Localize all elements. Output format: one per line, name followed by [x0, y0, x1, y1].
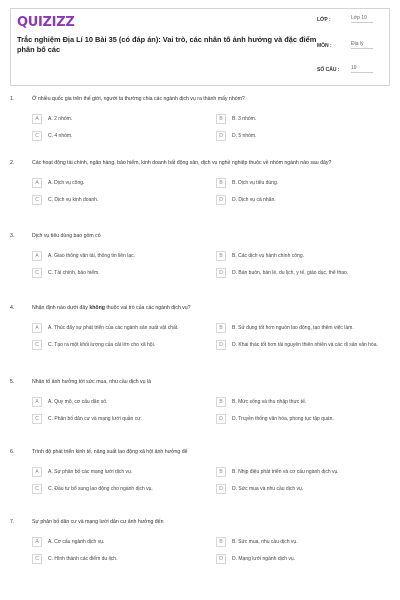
worksheet-meta	[317, 15, 381, 83]
option-text: B. Nhịp điệu phát triển và cơ cấu ngành dịch vụ.	[232, 469, 339, 475]
answer-options	[10, 252, 390, 279]
worksheet-title: Trắc nghiệm Địa Lí 10 Bài 35 (có đáp án): Vai trò, các nhân tố ảnh hưởng và đặc điểm phân bố các	[17, 35, 317, 54]
answer-option-d[interactable]	[216, 341, 396, 351]
option-text: A. 2 nhóm.	[48, 116, 73, 122]
meta-count-value: 19	[351, 65, 373, 73]
meta-subject-label: MÔN :	[317, 43, 332, 49]
answer-option-c[interactable]	[32, 132, 212, 142]
question-text: Nhân tố ảnh hưởng tới sức mua, nhu cầu dịch vụ là	[32, 379, 152, 385]
question-item	[10, 96, 390, 142]
option-text: B. Dịch vụ tiêu dùng.	[232, 180, 279, 186]
option-text: D. Dịch vụ cá nhân.	[232, 197, 276, 203]
option-text: C. Tài chính, bảo hiểm.	[48, 270, 100, 276]
option-text: C. Đầu tư bổ sung lao động cho ngành dịch vụ.	[48, 486, 153, 492]
option-text: D. Khai thác tốt hơn tài nguyên thiên nhiên và các di sản văn hóa.	[232, 342, 378, 348]
option-text: C. Tạo ra một khối lượng của cải lớn cho xã hội.	[48, 342, 156, 348]
option-letter-box[interactable]: D	[216, 268, 226, 278]
option-letter-box[interactable]: D	[216, 554, 226, 564]
answer-option-b[interactable]	[216, 115, 396, 125]
question-text: Sự phân bố dân cư và mạng lưới dân cư ảnh hưởng đến	[32, 519, 164, 525]
meta-class-label: LỚP :	[317, 17, 331, 23]
answer-options	[10, 179, 390, 206]
answer-option-d[interactable]	[216, 132, 396, 142]
option-letter-box[interactable]: A	[32, 467, 42, 477]
option-text: B. Sử dụng tốt hơn nguồn lao động, tạo thêm việc làm.	[232, 325, 354, 331]
option-text: D. Bán buôn, bán lẻ, du lịch, y tế, giáo dục, thể thao.	[232, 270, 349, 276]
question-number: 7.	[10, 519, 15, 525]
option-letter-box[interactable]: B	[216, 323, 226, 333]
question-number: 4.	[10, 305, 15, 311]
option-text: A. Cơ cấu ngành dịch vụ.	[48, 539, 105, 545]
answer-option-c[interactable]	[32, 269, 212, 279]
option-letter-box[interactable]: D	[216, 131, 226, 141]
meta-class-row	[317, 15, 381, 33]
question-text	[32, 305, 191, 311]
answer-options	[10, 324, 390, 351]
answer-options	[10, 538, 390, 565]
answer-option-d[interactable]	[216, 555, 396, 565]
answer-option-a[interactable]	[32, 538, 212, 548]
answer-options	[10, 115, 390, 142]
meta-count-label: SỐ CÂU :	[317, 67, 340, 73]
option-text: C. 4 nhóm.	[48, 133, 73, 139]
answer-option-a[interactable]	[32, 468, 212, 478]
meta-class-value: Lớp 10	[351, 15, 373, 23]
question-text: Ở nhiều quốc gia trên thế giới, người ta thường chia các ngành dịch vụ ra thành mấy nhóm?	[32, 96, 245, 102]
answer-options	[10, 398, 390, 425]
quizizz-logo[interactable]: QUIZIZZ	[17, 15, 75, 30]
answer-option-b[interactable]	[216, 398, 396, 408]
option-letter-box[interactable]: C	[32, 414, 42, 424]
option-text: A. Giao thông vận tải, thông tin liên lạc.	[48, 253, 135, 259]
option-letter-box[interactable]: B	[216, 537, 226, 547]
question-number: 6.	[10, 449, 15, 455]
question-text-post: thuộc vai trò của các ngành dịch vụ?	[104, 305, 191, 311]
option-letter-box[interactable]: B	[216, 114, 226, 124]
meta-count-row	[317, 65, 381, 83]
option-letter-box[interactable]: C	[32, 484, 42, 494]
option-text: D. Truyền thống văn hóa, phong tục tập quán.	[232, 416, 334, 422]
worksheet-header	[10, 8, 390, 86]
question-number: 2.	[10, 160, 15, 166]
question-prompt	[10, 233, 390, 240]
answer-option-d[interactable]	[216, 415, 396, 425]
answer-option-b[interactable]	[216, 468, 396, 478]
question-prompt	[10, 379, 390, 386]
question-item	[10, 305, 390, 351]
answer-option-a[interactable]	[32, 115, 212, 125]
question-prompt	[10, 96, 390, 103]
option-text: B. Sức mua, nhu cầu dịch vụ.	[232, 539, 298, 545]
option-letter-box[interactable]: B	[216, 251, 226, 261]
option-letter-box[interactable]: A	[32, 397, 42, 407]
question-text-emphasis: không	[89, 305, 105, 311]
answer-option-b[interactable]	[216, 252, 396, 262]
option-letter-box[interactable]: B	[216, 467, 226, 477]
option-text: C. Hình thành các điểm du lịch.	[48, 556, 118, 562]
answer-option-d[interactable]	[216, 269, 396, 279]
answer-option-d[interactable]	[216, 196, 396, 206]
option-letter-box[interactable]: D	[216, 414, 226, 424]
question-list	[10, 96, 390, 565]
option-text: A. Sự phân bố các mạng lưới dịch vụ.	[48, 469, 133, 475]
answer-option-a[interactable]	[32, 398, 212, 408]
option-letter-box[interactable]: A	[32, 251, 42, 261]
option-text: B. 3 nhóm.	[232, 116, 257, 122]
option-letter-box[interactable]: D	[216, 484, 226, 494]
question-prompt	[10, 519, 390, 526]
option-text: B. Mức sống và thu nhập thực tế.	[232, 399, 307, 405]
answer-option-c[interactable]	[32, 196, 212, 206]
question-item	[10, 233, 390, 279]
option-text: D. Sức mua và nhu cầu dịch vụ.	[232, 486, 304, 492]
option-text: B. Các dịch vụ hành chính công.	[232, 253, 304, 259]
option-letter-box[interactable]: D	[216, 340, 226, 350]
question-number: 1.	[10, 96, 15, 102]
question-item	[10, 519, 390, 565]
meta-subject-value: Địa lý	[351, 41, 373, 49]
option-text: D. 5 nhóm.	[232, 133, 257, 139]
answer-option-c[interactable]	[32, 485, 212, 495]
answer-option-b[interactable]	[216, 324, 396, 334]
option-letter-box[interactable]: B	[216, 397, 226, 407]
option-text: A. Thúc đẩy sự phát triển của các ngành sản xuất vật chất.	[48, 325, 179, 331]
answer-option-b[interactable]	[216, 538, 396, 548]
answer-option-c[interactable]	[32, 415, 212, 425]
answer-option-a[interactable]	[32, 252, 212, 262]
question-text: Dịch vụ tiêu dùng bao gồm có	[32, 233, 101, 239]
option-letter-box[interactable]: D	[216, 195, 226, 205]
question-prompt	[10, 449, 390, 456]
option-letter-box[interactable]: C	[32, 131, 42, 141]
option-text: C. Dịch vụ kinh doanh.	[48, 197, 99, 203]
question-item	[10, 449, 390, 495]
option-letter-box[interactable]: A	[32, 114, 42, 124]
question-item	[10, 379, 390, 425]
option-letter-box[interactable]: C	[32, 268, 42, 278]
answer-option-a[interactable]	[32, 324, 212, 334]
question-text: Các hoạt động tài chính, ngân hàng, bảo hiểm, kinh doanh bất động sản, dịch vụ nghề nghiệp thuộc về nhóm ngành nào sau đây?	[32, 160, 332, 166]
option-text: A. Quy mô, cơ cấu dân số.	[48, 399, 108, 405]
question-item	[10, 160, 390, 206]
answer-options	[10, 468, 390, 495]
answer-option-c[interactable]	[32, 555, 212, 565]
question-text-pre: Nhận định nào dưới đây	[32, 305, 90, 311]
question-text: Trình độ phát triển kinh tế, năng suất lao động xã hội ảnh hưởng đế	[32, 449, 188, 455]
option-letter-box[interactable]: C	[32, 195, 42, 205]
option-letter-box[interactable]: C	[32, 554, 42, 564]
option-text: D. Mạng lưới ngành dịch vụ.	[232, 556, 296, 562]
option-letter-box[interactable]: A	[32, 323, 42, 333]
answer-option-c[interactable]	[32, 341, 212, 351]
answer-option-b[interactable]	[216, 179, 396, 189]
question-number: 3.	[10, 233, 15, 239]
option-letter-box[interactable]: A	[32, 178, 42, 188]
answer-option-a[interactable]	[32, 179, 212, 189]
question-prompt	[10, 305, 390, 312]
question-number: 5.	[10, 379, 15, 385]
meta-subject-row	[317, 41, 381, 59]
option-letter-box[interactable]: C	[32, 340, 42, 350]
question-prompt	[10, 160, 390, 167]
option-letter-box[interactable]: B	[216, 178, 226, 188]
answer-option-d[interactable]	[216, 485, 396, 495]
option-letter-box[interactable]: A	[32, 537, 42, 547]
option-text: C. Phân bố dân cư và mạng lưới quần cư.	[48, 416, 142, 422]
option-text: A. Dịch vụ công.	[48, 180, 85, 186]
